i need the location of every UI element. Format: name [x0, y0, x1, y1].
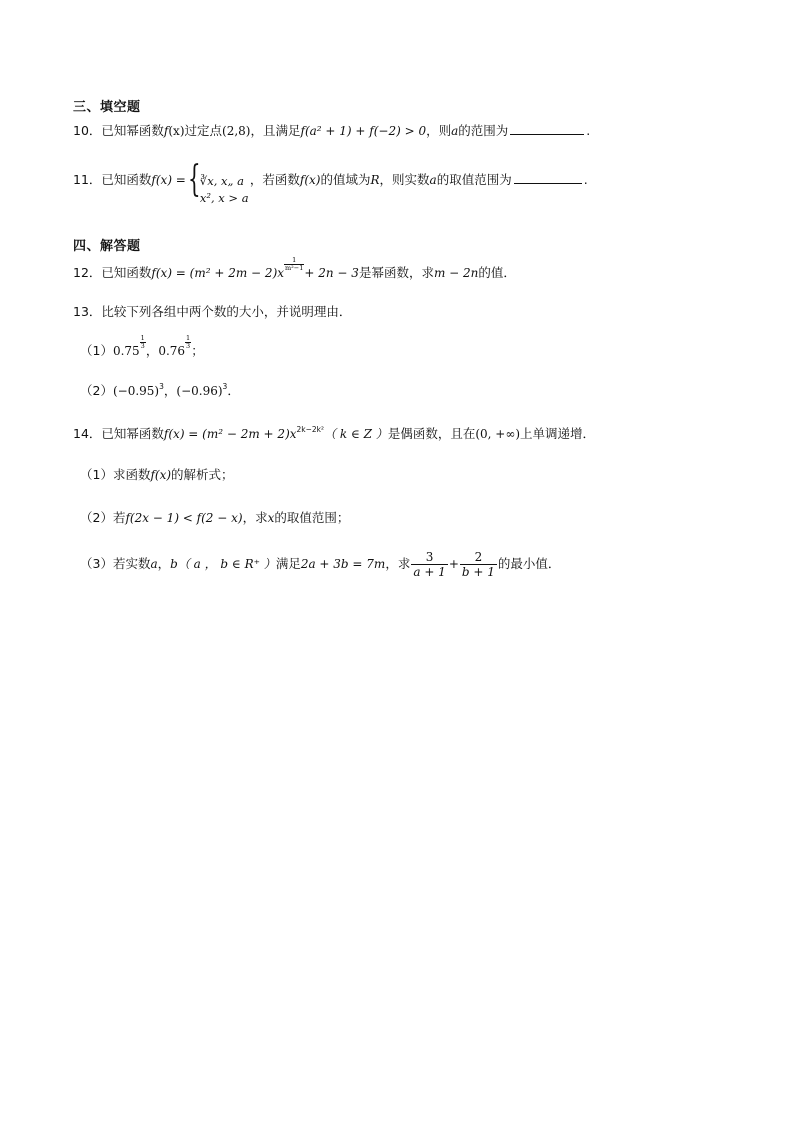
- question-13-part-2: $(2)(-0.95)^3$，$(-0.96)^3$．: [80, 382, 240, 398]
- question-number: 13．: [73, 304, 102, 319]
- question-13-part-1: （1）0.75 $\frac{1}{3}$ ，0.76 $\frac{1}{3}$ ；: [80, 334, 204, 358]
- text: 是偶函数，且在: [387, 426, 476, 441]
- question-number: 14．: [73, 426, 102, 441]
- math-x: x: [267, 511, 275, 525]
- answer-blank[interactable]: [514, 171, 582, 184]
- math-b: b: [170, 557, 178, 571]
- question-14-part-3: （3）若实数a，b（ a ， b ∈ R⁺ ）满足2a + 3b = 7m，求 $\frac{3}{a + 1}$ + $\frac{2}{b + 1}$ 的最小值．: [80, 550, 561, 579]
- text: 已知函数: [101, 172, 152, 187]
- part-label: （1）: [80, 467, 113, 482]
- math-x: (x): [168, 124, 185, 138]
- math-R: R: [370, 173, 380, 187]
- text: ，且满足: [250, 123, 301, 138]
- exponent-fraction: $\frac{1}{\text{m²−1}}$: [285, 256, 304, 272]
- answer-blank[interactable]: [510, 122, 584, 135]
- math-base: (−0.96): [176, 384, 223, 398]
- math-function: f(x) = (m² + 2m − 2)x: [151, 266, 285, 280]
- question-number: 12．: [73, 265, 102, 280]
- part-label: （1）: [80, 343, 113, 358]
- exponent-fraction: $\frac{1}{3}$: [186, 334, 191, 350]
- math-a: a: [451, 124, 459, 138]
- text: .: [586, 123, 591, 138]
- math-function: f(x) = (m² − 2m + 2)x: [163, 427, 297, 441]
- text: 是幂函数，求: [358, 265, 434, 280]
- text: 比较下列各组中两个数的大小，并说明理由．: [101, 304, 352, 319]
- math-a: a: [150, 557, 158, 571]
- text: 的值．: [478, 265, 516, 280]
- question-number: 11．: [73, 172, 102, 187]
- section-heading-answer: 四、解答题: [73, 239, 141, 254]
- text: ，则: [426, 123, 452, 138]
- question-11: [73, 158, 588, 205]
- question-14-part-2: （2）若f(2x − 1) < f(2 − x)，求x的取值范围；: [80, 510, 350, 525]
- math-equation: 2a + 3b = 7m: [300, 557, 386, 571]
- math-base: 0.76: [158, 344, 186, 358]
- text: 的范围为: [458, 123, 509, 138]
- text: 的值域为: [320, 172, 371, 187]
- text: 上单调递增．: [520, 426, 596, 441]
- part-label: （2）: [80, 510, 113, 525]
- math-fx: f(x) =: [151, 173, 186, 187]
- math-interval: (0, +∞): [475, 427, 521, 441]
- question-14-part-1: （1）求函数f(x)的解析式；: [80, 467, 234, 482]
- piece-row-1: ∛x, x„ a: [199, 173, 244, 188]
- exponent-fraction: $\frac{1}{3}$: [140, 334, 145, 350]
- question-14: [73, 424, 595, 446]
- text: 已知幂函数: [101, 123, 164, 138]
- math-point: (2,8): [222, 124, 251, 138]
- math-inequality: f(a² + 1) + f(−2) > 0: [300, 124, 427, 138]
- math-inequality: f(2x − 1) < f(2 − x): [125, 511, 243, 525]
- text: 已知幂函数: [101, 426, 164, 441]
- math-condition: （ k ∈ Z ）: [324, 427, 388, 441]
- math-base: (−0.95): [112, 384, 160, 398]
- part-label: （3）: [80, 556, 113, 571]
- question-number: 10．: [73, 123, 102, 138]
- question-13: [73, 302, 351, 322]
- section-heading-fill-blank: 三、填空题: [73, 100, 141, 115]
- math-a: a: [429, 173, 437, 187]
- math-fx: f(x): [150, 468, 172, 482]
- fraction-2: $\frac{2}{b + 1}$: [461, 550, 495, 579]
- fraction-1: $\frac{3}{a + 1}$: [413, 550, 446, 579]
- text: .: [583, 172, 588, 187]
- text: ，若函数: [249, 172, 300, 187]
- text: 的取值范围为: [436, 172, 512, 187]
- text: ，则实数: [379, 172, 430, 187]
- piecewise-brace: { ∛x, x„ a x², x > a: [188, 164, 250, 198]
- math-target: m − 2n: [433, 266, 479, 280]
- text: 已知函数: [101, 265, 152, 280]
- math-fx: f(x): [299, 173, 321, 187]
- math-tail: + 2n − 3: [304, 266, 359, 280]
- math-f: f: [163, 124, 169, 138]
- math-base: 0.75: [112, 344, 140, 358]
- text: 过定点: [184, 123, 223, 138]
- question-10: [73, 121, 590, 141]
- piece-row-2: x², x > a: [199, 190, 249, 205]
- part-label: （2）: [80, 383, 113, 398]
- math-condition: （ a ， b ∈ R⁺ ）: [177, 557, 276, 571]
- question-12: [73, 256, 516, 283]
- exponent: 2k−2k²: [296, 425, 325, 434]
